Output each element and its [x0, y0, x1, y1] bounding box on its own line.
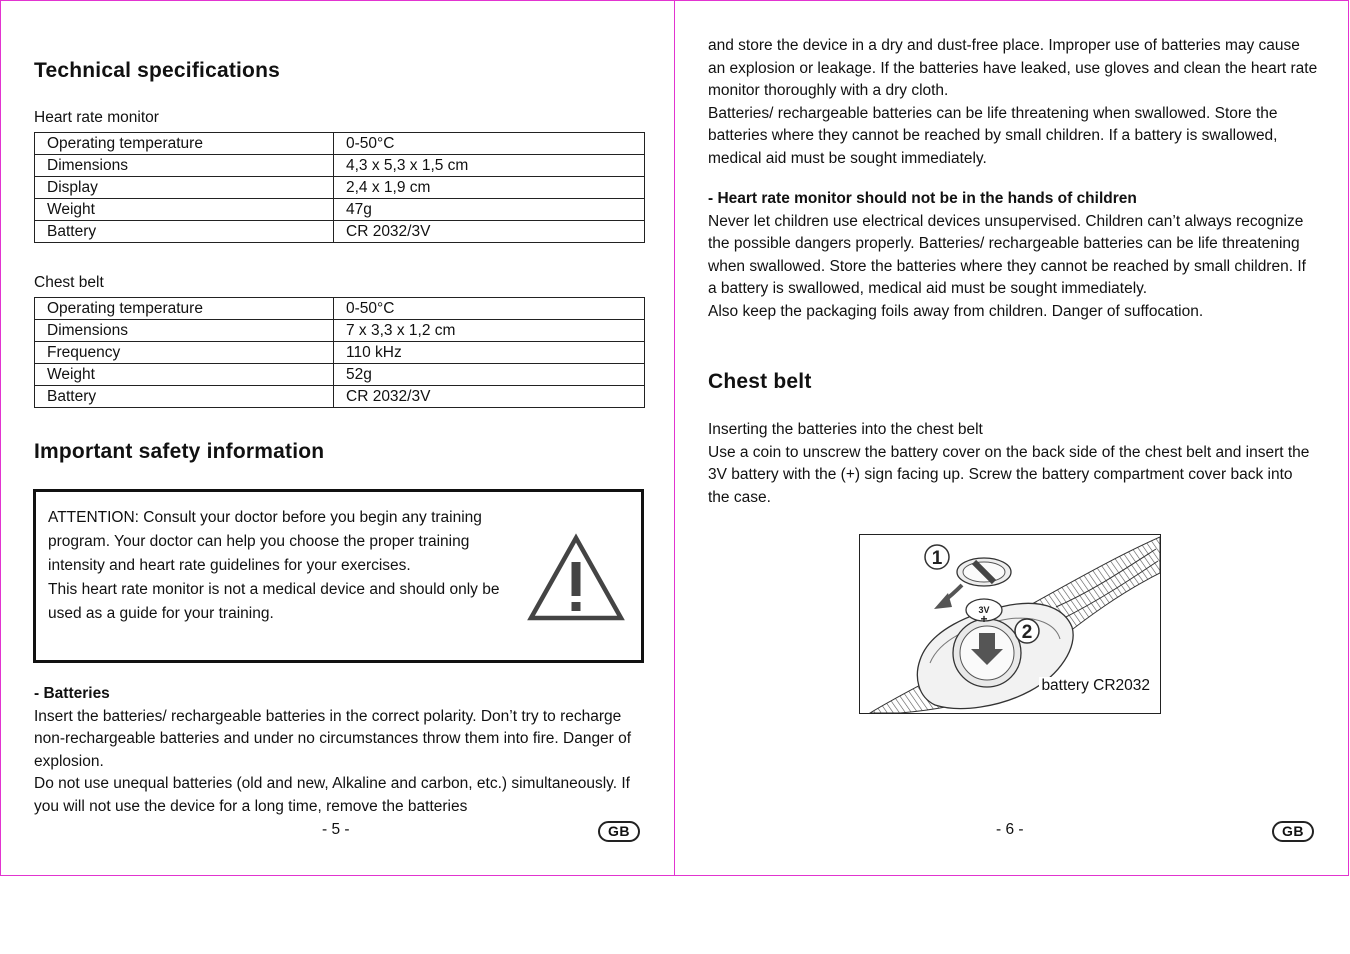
battery-3v-label: 3V — [978, 605, 990, 615]
heart-rate-monitor-title: Heart rate monitor — [34, 109, 159, 126]
spec-label: Battery — [35, 386, 334, 408]
chest-belt-spec-row — [35, 298, 645, 320]
spec-value: 52g — [334, 364, 645, 386]
attention-paragraph-2: This heart rate monitor is not a medical device and should only be used as a guide for your training. — [48, 581, 500, 622]
chest-belt-spec-row — [35, 320, 645, 342]
spec-label: Weight — [35, 199, 334, 221]
heart-rate-monitor-spec-row — [35, 177, 645, 199]
continued-paragraph-2: Batteries/ rechargeable batteries can be life threatening when swallowed. Store the batteries where they cannot be reached by small children. If a battery is swallowed, medical aid must be sought immediately. — [708, 104, 1278, 167]
battery-insertion-figure — [859, 534, 1161, 714]
batteries-heading: - Batteries — [34, 685, 110, 702]
important-safety-heading: Important safety information — [34, 440, 325, 463]
heart-rate-monitor-spec-row — [35, 133, 645, 155]
attention-box — [33, 489, 644, 663]
spec-value: CR 2032/3V — [334, 221, 645, 243]
chest-belt-spec-table — [34, 297, 645, 408]
spec-value: 2,4 x 1,9 cm — [334, 177, 645, 199]
spec-label: Operating temperature — [35, 298, 334, 320]
spec-label: Battery — [35, 221, 334, 243]
attention-paragraph-1: ATTENTION: Consult your doctor before you begin any training program. Your doctor can help you choose the proper training intensity and heart rate guidelines for your exercises. — [48, 509, 482, 574]
gb-language-badge: GB — [598, 821, 640, 842]
figure-caption: battery CR2032 — [1041, 677, 1150, 694]
heart-rate-monitor-spec-row — [35, 199, 645, 221]
chest-belt-spec-row — [35, 342, 645, 364]
spec-value: CR 2032/3V — [334, 386, 645, 408]
right-page — [674, 0, 1349, 876]
chest-belt-spec-row — [35, 364, 645, 386]
page-number-6: - 6 - — [996, 821, 1024, 838]
attention-text — [48, 506, 508, 626]
gb-language-badge: GB — [1272, 821, 1314, 842]
spec-label: Dimensions — [35, 320, 334, 342]
chest-belt-title: Chest belt — [34, 274, 104, 291]
spec-label: Dimensions — [35, 155, 334, 177]
batteries-paragraph-1: Insert the batteries/ rechargeable batteries in the correct polarity. Don’t try to recharge non-rechargeable batteries and under no circumstances throw them into fire. Danger of explosion. — [34, 707, 632, 770]
battery-plus-sign: + — [980, 612, 988, 626]
children-heading: - Heart rate monitor should not be in the hands of children — [708, 190, 1137, 207]
children-paragraph-1: Never let children use electrical devices unsupervised. Children can’t always recognize the possible dangers properly. Batteries/ rechargeable batteries can be life threatening when swallowed. Store the batteries where they cannot be reached by small children. If a battery is swallowed, medical aid must be sought immediately. — [708, 212, 1306, 297]
children-section — [708, 188, 1318, 323]
technical-specifications-heading: Technical specifications — [34, 59, 280, 82]
warning-triangle-icon — [526, 532, 626, 624]
inserting-batteries-paragraph: Use a coin to unscrew the battery cover on the back side of the chest belt and insert the 3V battery with the (+) sign facing up. Screw the battery compartment cover back into the case. — [708, 443, 1310, 506]
spec-label: Operating temperature — [35, 133, 334, 155]
heart-rate-monitor-spec-row — [35, 155, 645, 177]
page-number-5: - 5 - — [322, 821, 350, 838]
spec-value: 0-50°C — [334, 133, 645, 155]
step-2-label: 2 — [1021, 622, 1033, 643]
spec-label: Frequency — [35, 342, 334, 364]
batteries-paragraph-2: Do not use unequal batteries (old and new, Alkaline and carbon, etc.) simultaneously. If you will not use the device for a long time, remove the batteries — [34, 775, 630, 815]
spec-value: 110 kHz — [334, 342, 645, 364]
battery-continued-section — [708, 35, 1318, 170]
chest-belt-spec-row — [35, 386, 645, 408]
inserting-batteries-title: Inserting the batteries into the chest belt — [708, 421, 983, 438]
children-paragraph-2: Also keep the packaging foils away from children. Danger of suffocation. — [708, 302, 1204, 320]
continued-paragraph-1: and store the device in a dry and dust-free place. Improper use of batteries may cause an explosion or leakage. If the batteries have leaked, use gloves and clean the heart rate monitor thoroughly with a dry cloth. — [708, 37, 1318, 99]
heart-rate-monitor-spec-table — [34, 132, 645, 243]
spec-label: Display — [35, 177, 334, 199]
left-page — [0, 0, 675, 876]
spec-value: 7 x 3,3 x 1,2 cm — [334, 320, 645, 342]
spec-label: Weight — [35, 364, 334, 386]
batteries-section — [34, 683, 644, 818]
heart-rate-monitor-spec-row — [35, 221, 645, 243]
chest-belt-heading: Chest belt — [708, 370, 812, 393]
spec-value: 0-50°C — [334, 298, 645, 320]
step-1-label: 1 — [931, 548, 943, 569]
inserting-batteries-section — [708, 419, 1318, 509]
spec-value: 47g — [334, 199, 645, 221]
spec-value: 4,3 x 5,3 x 1,5 cm — [334, 155, 645, 177]
